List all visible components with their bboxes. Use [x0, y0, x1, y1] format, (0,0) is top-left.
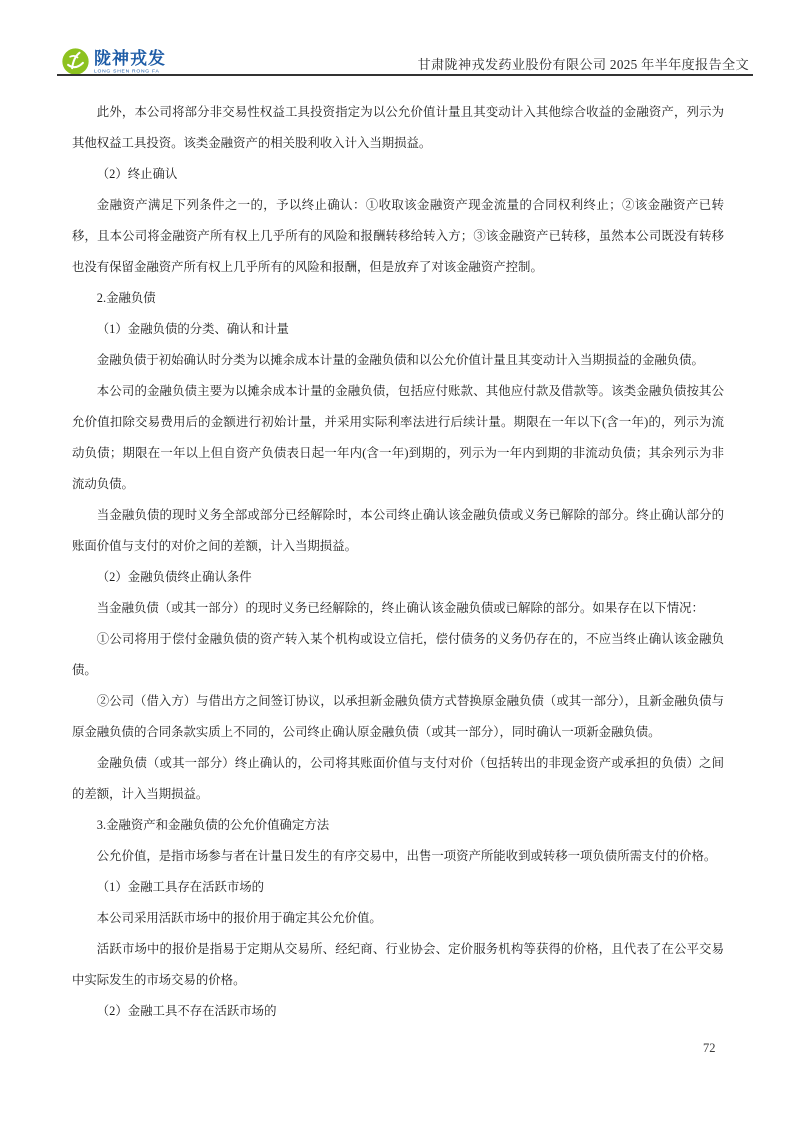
paragraph: 金融资产满足下列条件之一的，予以终止确认：①收取该金融资产现金流量的合同权利终止；②该金融资产已转移，且本公司将金融资产所有权上几乎所有的风险和报酬转移给转入方；③该金融资产已转移，虽然本公司既没有转移也没有保留金融资产所有权上几乎所有的风险和报酬，但是放弃了对该金融资产控制。 [72, 198, 724, 274]
paragraph: ①公司将用于偿付金融负债的资产转入某个机构或设立信托，偿付债务的义务仍存在的，不应当终止确认该金融负债。 [72, 632, 724, 677]
paragraph: （2）金融负债终止确认条件 [96, 570, 252, 584]
paragraph: 活跃市场中的报价是指易于定期从交易所、经纪商、行业协会、定价服务机构等获得的价格，且代表了在公平交易中实际发生的市场交易的价格。 [72, 942, 724, 987]
brand-name-cn: 陇神戎发 [94, 49, 166, 68]
paragraph: 金融负债（或其一部分）终止确认的，公司将其账面价值与支付对价（包括转出的非现金资产或承担的负债）之间的差额，计入当期损益。 [72, 756, 724, 801]
brand-name-en: LONG SHEN RONG FA [94, 68, 160, 74]
page-number: 72 [703, 1041, 716, 1055]
report-body [72, 97, 724, 1027]
paragraph: 当金融负债（或其一部分）的现时义务已经解除的，终止确认该金融负债或已解除的部分。如果存在以下情况： [96, 601, 704, 615]
logo-icon [62, 48, 89, 75]
paragraph: （2）终止确认 [96, 167, 178, 181]
paragraph: 公允价值，是指市场参与者在计量日发生的有序交易中，出售一项资产所能收到或转移一项负债所需支付的价格。 [96, 849, 717, 863]
paragraph: 本公司的金融负债主要为以摊余成本计量的金融负债，包括应付账款、其他应付款及借款等。该类金融负债按其公允价值扣除交易费用后的金额进行初始计量，并采用实际利率法进行后续计量。期限在一年以下(含一年)的，列示为流动负债；期限在一年以上但自资产负债表日起一年内(含一年)到期的，列示为一年内到期的非流动负债；其余列示为非流动负债。 [72, 384, 724, 491]
company-logo [62, 48, 200, 77]
paragraph: 此外，本公司将部分非交易性权益工具投资指定为以公允价值计量且其变动计入其他综合收益的金融资产，列示为其他权益工具投资。该类金融资产的相关股利收入计入当期损益。 [72, 105, 724, 150]
paragraph: 金融负债于初始确认时分类为以摊余成本计量的金融负债和以公允价值计量且其变动计入当期损益的金融负债。 [96, 353, 704, 367]
paragraph: （1）金融负债的分类、确认和计量 [96, 322, 289, 336]
paragraph: （2）金融工具不存在活跃市场的 [96, 1004, 277, 1018]
paragraph: ②公司（借入方）与借出方之间签订协议，以承担新金融负债方式替换原金融负债（或其一部分），且新金融负债与原金融负债的合同条款实质上不同的，公司终止确认原金融负债（或其一部分），同时确认一项新金融负债。 [72, 694, 724, 739]
paragraph: 本公司采用活跃市场中的报价用于确定其公允价值。 [96, 911, 382, 925]
paragraph: （1）金融工具存在活跃市场的 [96, 880, 265, 894]
paragraph: 3.金融资产和金融负债的公允价值确定方法 [96, 818, 330, 832]
header-divider [57, 74, 753, 76]
report-header-title: 甘肃陇神戎发药业股份有限公司 2025 年半年度报告全文 [417, 57, 749, 72]
paragraph: 2.金融负债 [96, 291, 156, 305]
paragraph: 当金融负债的现时义务全部或部分已经解除时，本公司终止确认该金融负债或义务已解除的部分。终止确认部分的账面价值与支付的对价之间的差额，计入当期损益。 [72, 508, 724, 553]
brand-text [94, 48, 200, 77]
